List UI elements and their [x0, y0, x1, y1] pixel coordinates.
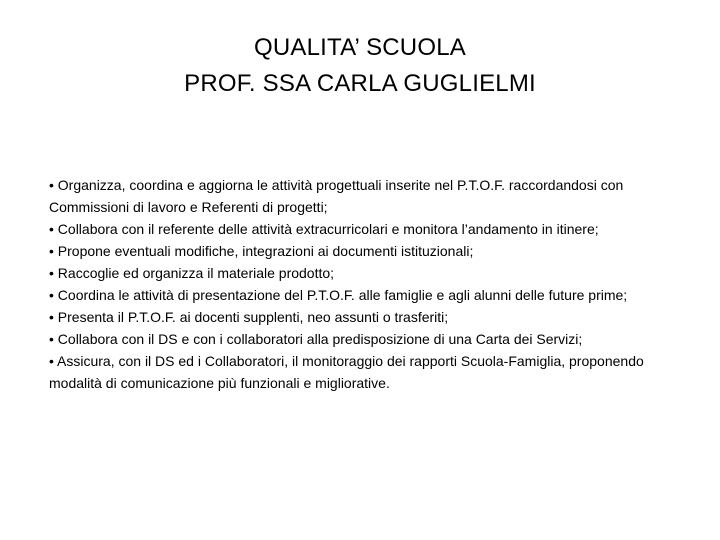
bullet-item: • Propone eventuali modifiche, integrazioni ai documenti istituzionali;	[49, 243, 474, 259]
slide-subtitle: PROF. SSA CARLA GUGLIELMI	[184, 70, 536, 97]
bullet-item: • Organizza, coordina e aggiorna le attività progettuali inserite nel P.T.O.F. raccordandosi con Commissioni di lavoro e Referenti di progetti;	[49, 177, 624, 215]
bullet-item: • Collabora con il DS e con i collaboratori alla predisposizione di una Carta dei Servizi;	[49, 331, 583, 347]
bullet-item: • Raccoglie ed organizza il materiale prodotto;	[49, 265, 335, 281]
slide-title: QUALITA’ SCUOLA	[254, 34, 466, 61]
bullet-item: • Assicura, con il DS ed i Collaboratori, il monitoraggio dei rapporti Scuola-Famiglia, proponendo modalità di comunicazione più funzionali e migliorative.	[49, 353, 644, 391]
bullet-item: • Coordina le attività di presentazione del P.T.O.F. alle famiglie e agli alunni delle future prime;	[49, 287, 628, 303]
bullet-item: • Collabora con il referente delle attività extracurricolari e monitora l’andamento in itinere;	[49, 221, 599, 237]
title-block	[0, 30, 720, 102]
bullet-item: • Presenta il P.T.O.F. ai docenti supplenti, neo assunti o trasferiti;	[49, 309, 449, 325]
bullet-list	[49, 174, 689, 394]
